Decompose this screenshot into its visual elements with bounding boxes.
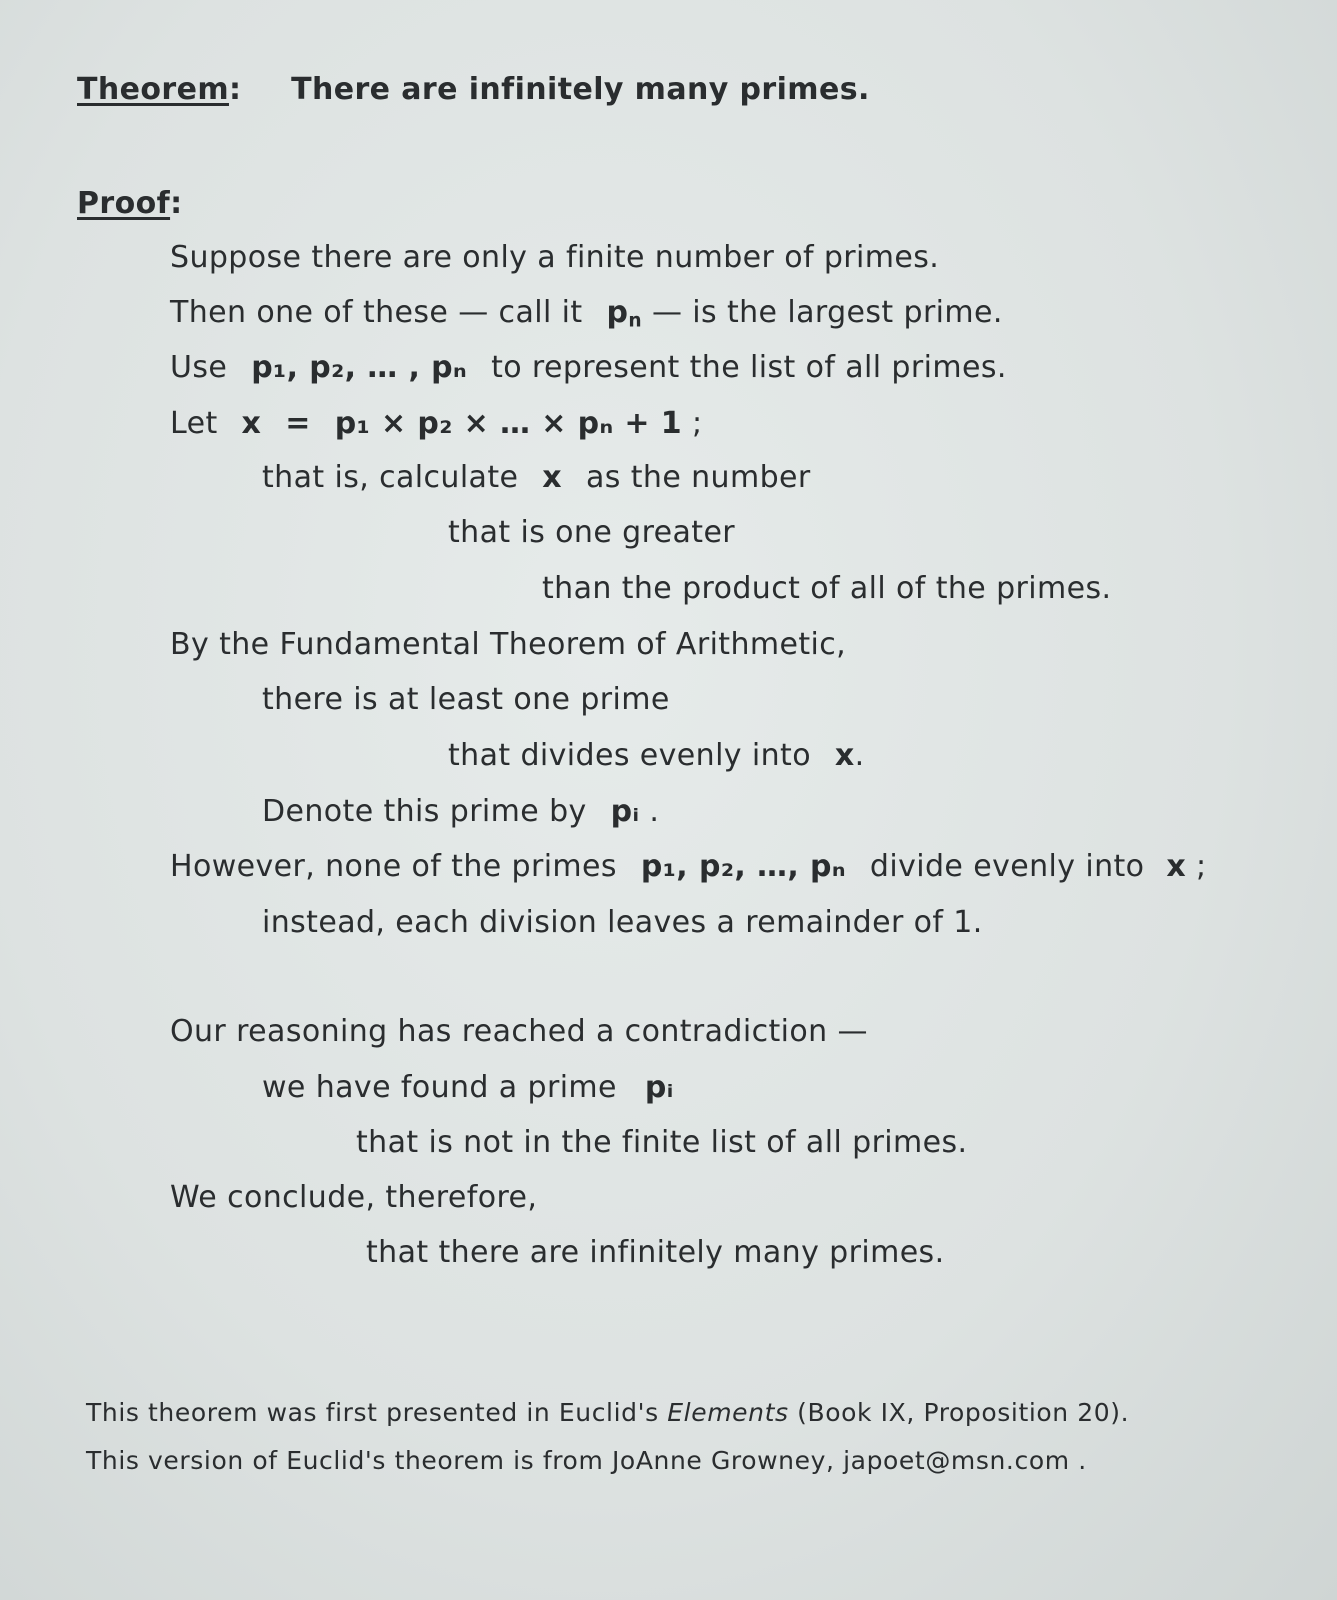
proof-line-3 (170, 350, 1007, 385)
proof-text: Use (170, 350, 228, 385)
math-symbol: x (1166, 849, 1187, 884)
proof-line-11 (262, 794, 659, 829)
proof-line-4 (170, 406, 703, 441)
proof-text: that is one greater (448, 515, 736, 550)
proof-text: ; (1196, 849, 1207, 884)
proof-line-18 (366, 1235, 945, 1270)
proof-text: Denote this prime by (262, 794, 587, 829)
proof-text: Suppose there are only a finite number of primes. (170, 240, 940, 275)
proof-line-17 (170, 1180, 537, 1215)
theorem-label: Theorem (77, 72, 229, 107)
math-symbol: x (542, 460, 563, 495)
proof-text: instead, each division leaves a remainder of 1. (262, 905, 983, 940)
proof-line-1 (170, 240, 939, 275)
proof-text: that divides evenly into (448, 738, 811, 773)
book-title: Elements (667, 1398, 789, 1427)
proof-text: there is at least one prime (262, 682, 670, 717)
math-expression: p₁, p₂, … , pₙ (251, 350, 468, 385)
math-symbol: pᵢ (644, 1070, 674, 1105)
math-symbol: = (285, 406, 311, 441)
proof-text: . (649, 794, 660, 829)
proof-text: However, none of the primes (170, 849, 617, 884)
proof-label: Proof (77, 186, 171, 221)
proof-text: — is the largest prime. (651, 295, 1003, 330)
proof-text: . (854, 738, 865, 773)
proof-line-10 (448, 738, 865, 773)
proof-line-14 (170, 1014, 868, 1049)
proof-heading (77, 186, 182, 221)
proof-text: Then one of these — call it (170, 295, 583, 330)
proof-line-6 (448, 515, 735, 550)
math-subscript: n (628, 310, 642, 332)
proof-line-15 (262, 1070, 674, 1105)
theorem-colon: : (228, 72, 242, 107)
proof-text: that is, calculate (262, 460, 519, 495)
theorem-heading (77, 72, 870, 107)
proof-line-7 (542, 571, 1111, 606)
footer-line-2 (86, 1446, 1087, 1475)
math-symbol: x (241, 406, 262, 441)
math-symbol: p (606, 295, 629, 330)
proof-colon: : (170, 186, 183, 221)
footer-text: (Book IX, Proposition 20). (797, 1398, 1130, 1427)
proof-text: Let (170, 406, 218, 441)
proof-text: that there are infinitely many primes. (366, 1235, 945, 1270)
footer-line-1 (86, 1398, 1129, 1427)
proof-text: to represent the list of all primes. (491, 350, 1007, 385)
math-expression: p₁ × p₂ × … × pₙ + 1 (334, 406, 683, 441)
proof-text: Our reasoning has reached a contradiction — (170, 1014, 868, 1049)
proof-text: we have found a prime (262, 1070, 617, 1105)
math-symbol: pᵢ (610, 794, 640, 829)
footer-text: This theorem was first presented in Euclid's (86, 1398, 659, 1427)
proof-text: that is not in the finite list of all primes. (356, 1125, 968, 1160)
proof-line-2 (170, 295, 1003, 332)
proof-line-9 (262, 682, 670, 717)
proof-text: as the number (586, 460, 811, 495)
proof-text: ; (692, 406, 703, 441)
math-expression: p₁, p₂, …, pₙ (640, 849, 846, 884)
proof-text: than the product of all of the primes. (542, 571, 1112, 606)
proof-line-8 (170, 627, 846, 662)
proof-text: By the Fundamental Theorem of Arithmetic, (170, 627, 847, 662)
proof-line-13 (262, 905, 983, 940)
theorem-statement: There are infinitely many primes. (291, 72, 870, 107)
footer-text: This version of Euclid's theorem is from JoAnne Growney, japoet@msn.com . (86, 1446, 1087, 1475)
proof-text: We conclude, therefore, (170, 1180, 538, 1215)
math-symbol: x (834, 738, 855, 773)
proof-text: divide evenly into (869, 849, 1145, 884)
proof-line-5 (262, 460, 811, 495)
proof-line-16 (356, 1125, 967, 1160)
proof-line-12 (170, 849, 1207, 884)
